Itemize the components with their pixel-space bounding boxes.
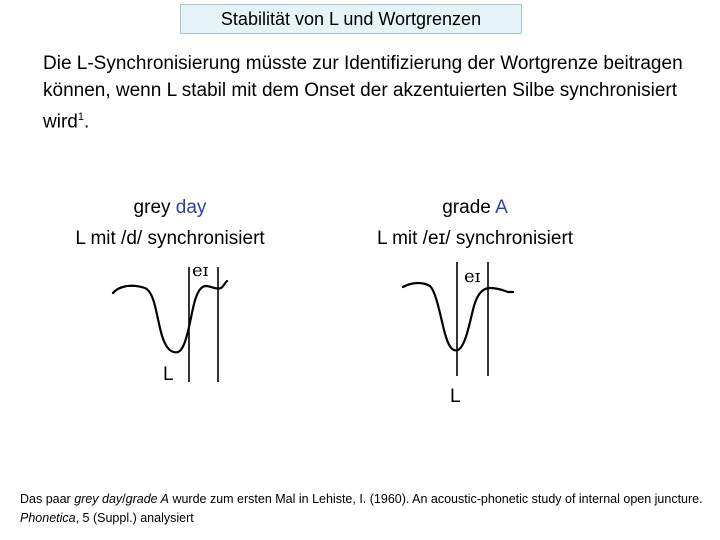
footnote-italic-grade-a: grade A <box>125 492 169 506</box>
intro-text: Die L-Synchronisierung müsste zur Identifizierung der Wortgrenze beitragen können, wenn L stabil mit dem Onset der akzentuierten Silbe synchronisiert wird <box>43 53 683 133</box>
footnote-slash: / <box>122 492 126 506</box>
left-l-label: L <box>163 364 174 385</box>
footnote-marker: 1 <box>77 111 84 123</box>
footnote-text-1: Das paar <box>20 492 75 506</box>
right-l-label: L <box>450 386 461 407</box>
right-phrase-word1: grade <box>442 197 496 218</box>
right-phrase-word2: A <box>495 197 508 218</box>
right-example-caption: L mit /eɪ/ synchronisiert <box>376 228 574 249</box>
footnote-italic-phonetica: Phonetica <box>20 511 76 525</box>
footnote <box>20 490 710 528</box>
right-pitch-diagram <box>403 262 513 376</box>
left-pitch-contour <box>113 281 227 352</box>
footnote-text-3: , 5 (Suppl.) analysiert <box>75 511 194 525</box>
intro-period: . <box>83 111 90 133</box>
left-phrase-word1: grey <box>133 197 176 218</box>
left-pitch-diagram <box>113 267 227 382</box>
left-example-caption: L mit /d/ synchronisiert <box>75 228 265 249</box>
right-vowel-label: eɪ <box>464 266 481 287</box>
slide-title-text: Stabilität von L und Wortgrenzen <box>220 9 482 29</box>
footnote-italic-grey-day: grey day <box>74 492 123 506</box>
footnote-text-2: wurde zum ersten Mal in Lehiste, I. (1960). An acoustic-phonetic study of internal open juncture. <box>168 492 703 506</box>
left-vowel-label: eɪ <box>192 260 209 281</box>
left-phrase-word2: day <box>175 197 207 218</box>
right-pitch-contour <box>403 283 513 350</box>
